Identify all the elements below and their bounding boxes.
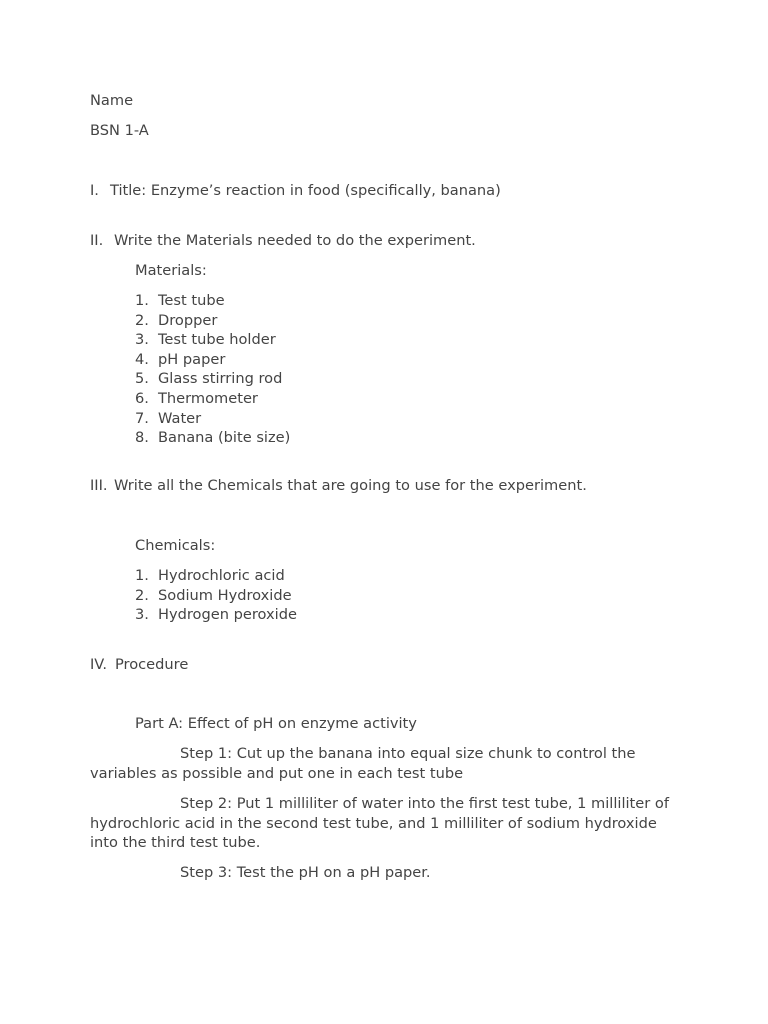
list-item: 6. Thermometer: [135, 389, 258, 407]
section-label: BSN 1-A: [90, 122, 149, 139]
chemicals-subheading: Chemicals:: [135, 537, 216, 554]
chemicals-instruction: Write all the Chemicals that are going to use for the experiment.: [114, 477, 587, 494]
part-a-heading: Part A: Effect of pH on enzyme activity: [135, 715, 417, 732]
procedure-text: Procedure: [115, 656, 189, 673]
title-heading: [90, 181, 501, 201]
procedure-numeral: IV.: [90, 656, 108, 673]
materials-instruction: Write the Materials needed to do the experiment.: [114, 232, 476, 249]
list-item: 7. Water: [135, 409, 202, 427]
procedure-heading: [90, 655, 188, 675]
list-item: 1. Test tube: [135, 292, 225, 309]
title-numeral: I.: [90, 182, 99, 199]
chemicals-numeral: III.: [90, 477, 108, 494]
chemicals-heading: [90, 476, 587, 496]
name-label: Name: [90, 92, 134, 109]
list-item: 5. Glass stirring rod: [135, 370, 283, 388]
materials-list: [135, 291, 290, 448]
procedure-step: Step 1: Cut up the banana into equal size chunk to control the variables as possible and put one in each test tube: [90, 745, 636, 782]
materials-subheading: Materials:: [135, 262, 207, 279]
list-item: 1. Hydrochloric acid: [135, 567, 285, 584]
list-item: 4. pH paper: [135, 350, 226, 368]
list-item: 2. Dropper: [135, 311, 218, 329]
list-item: 3. Hydrogen peroxide: [135, 606, 297, 624]
list-item: 2. Sodium Hydroxide: [135, 586, 292, 604]
materials-numeral: II.: [90, 232, 104, 249]
procedure-step: Step 2: Put 1 milliliter of water into the first test tube, 1 milliliter of hydrochloric acid in the second test tube, and 1 milliliter of sodium hydroxide into the third test tube.: [90, 795, 669, 852]
title-text: Title: Enzyme’s reaction in food (specifically, banana): [110, 182, 501, 199]
list-item: 3. Test tube holder: [135, 331, 276, 349]
materials-heading: [90, 231, 476, 251]
procedure-step: Step 3: Test the pH on a pH paper.: [180, 864, 431, 881]
list-item: 8. Banana (bite size): [135, 429, 291, 447]
chemicals-list: [135, 566, 297, 625]
